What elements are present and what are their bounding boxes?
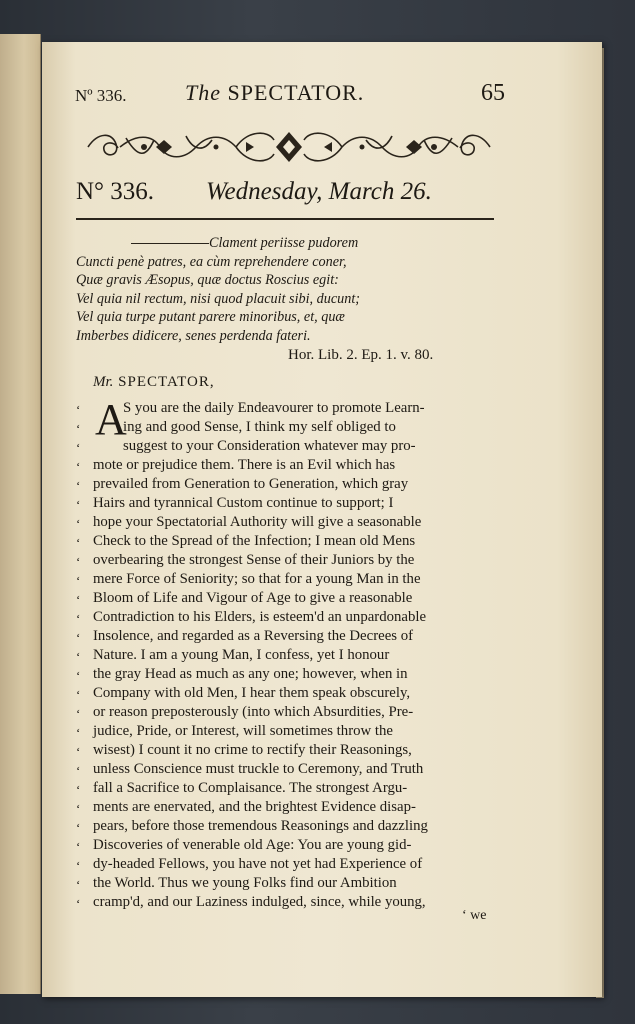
- quote-mark: ‘: [76, 554, 81, 569]
- body-line: [76, 533, 506, 552]
- body-line: [76, 552, 506, 571]
- body-line: [76, 419, 506, 438]
- body-line-text: fall a Sacrifice to Complaisance. The strongest Argu-: [93, 780, 408, 796]
- body-line: [76, 856, 506, 875]
- quote-mark: ‘: [76, 706, 81, 721]
- issue-number: N° 336.: [76, 178, 155, 205]
- body-line-text: mote or prejudice them. There is an Evil which has: [93, 457, 396, 473]
- body-line-text: wisest) I count it no crime to rectify their Reasonings,: [93, 742, 412, 758]
- body-line-text: judice, Pride, or Interest, will sometimes throw the: [93, 723, 393, 739]
- motto-line: Clament periisse pudorem: [76, 234, 506, 253]
- body-line-text: Discoveries of venerable old Age: You are young gid-: [93, 837, 412, 853]
- body-line: [76, 571, 506, 590]
- body-line: [76, 818, 506, 837]
- body-line-text: dy-headed Fellows, you have not yet had Experience of: [93, 856, 423, 872]
- salutation: [93, 374, 215, 391]
- body-line: [76, 875, 506, 894]
- body-line: [76, 476, 506, 495]
- quote-mark: ‘: [76, 877, 81, 892]
- body-line: [76, 704, 506, 723]
- body-line-text: Check to the Spread of the Infection; I mean old Mens: [93, 533, 416, 549]
- quote-mark: ‘: [76, 478, 81, 493]
- quote-mark: ‘: [76, 782, 81, 797]
- running-head-title: [185, 80, 364, 106]
- body-line: [76, 780, 506, 799]
- body-line: [76, 647, 506, 666]
- drop-cap: A: [95, 395, 127, 444]
- quote-mark: ‘: [76, 592, 81, 607]
- quote-mark: ‘: [76, 611, 81, 626]
- quote-mark: ‘: [76, 402, 81, 417]
- quote-mark: ‘: [76, 668, 81, 683]
- salutation-prefix: Mr.: [93, 374, 114, 390]
- body-line-text: Bloom of Life and Vigour of Age to give a reasonable: [93, 590, 413, 606]
- body-line: [76, 628, 506, 647]
- body-line: [76, 761, 506, 780]
- body-line-text: Contradiction to his Elders, is esteem'd an unpardonable: [93, 609, 427, 625]
- body-line-text: ing and good Sense, I think my self obliged to: [123, 419, 396, 435]
- body-line-text: cramp'd, and our Laziness indulged, since, while young,: [93, 894, 426, 910]
- running-head: [75, 80, 505, 114]
- body-line: [76, 609, 506, 628]
- body-line: [76, 723, 506, 742]
- decorative-headpiece-icon: [86, 128, 492, 166]
- quote-mark: ‘: [76, 725, 81, 740]
- body-line-text: or reason preposterously (into which Absurdities, Pre-: [93, 704, 414, 720]
- body-line: [76, 514, 506, 533]
- body-line-text: S you are the daily Endeavourer to promote Learn-: [123, 400, 425, 416]
- quote-mark: ‘: [76, 497, 81, 512]
- issue-date: Wednesday, March 26.: [206, 178, 432, 205]
- body-line-text: the World. Thus we young Folks find our Ambition: [93, 875, 397, 891]
- quote-mark: ‘: [76, 820, 81, 835]
- body-line-text: suggest to your Consideration whatever may pro-: [123, 438, 416, 454]
- body-line: [76, 495, 506, 514]
- latin-motto: [76, 234, 506, 345]
- body-line-text: the gray Head as much as any one; however, when in: [93, 666, 408, 682]
- motto-line: Imberbes didicere, senes perdenda fateri.: [76, 327, 311, 344]
- issue-heading: [76, 178, 506, 218]
- body-line-text: Nature. I am a young Man, I confess, yet I honour: [93, 647, 390, 663]
- body-line: [76, 837, 506, 856]
- body-line: [76, 799, 506, 818]
- salutation-name: SPECTATOR,: [118, 374, 215, 390]
- body-line: [76, 457, 506, 476]
- body-line: [76, 685, 506, 704]
- facing-page-edge: [0, 34, 41, 994]
- motto-line: Vel quia turpe putant parere minoribus, et, quæ: [76, 309, 345, 325]
- body-line: [76, 438, 506, 457]
- body-line-text: unless Conscience must truckle to Ceremony, and Truth: [93, 761, 424, 777]
- body-line-text: hope your Spectatorial Authority will give a seasonable: [93, 514, 422, 530]
- quote-mark: ‘: [76, 839, 81, 854]
- quote-mark: ‘: [76, 630, 81, 645]
- body-line-text: ments are enervated, and the brightest Evidence disap-: [93, 799, 416, 815]
- quote-mark: ‘: [76, 573, 81, 588]
- quote-mark: ‘: [76, 440, 81, 455]
- quote-mark: ‘: [76, 687, 81, 702]
- body-line: [76, 400, 506, 419]
- body-line: [76, 590, 506, 609]
- quote-mark: ‘: [76, 744, 81, 759]
- body-line-text: Company with old Men, I hear them speak obscurely,: [93, 685, 411, 701]
- heading-rule: [76, 218, 494, 220]
- quote-mark: ‘: [76, 516, 81, 531]
- body-line: [76, 666, 506, 685]
- quote-mark: ‘: [76, 421, 81, 436]
- body-line-text: overbearing the strongest Sense of their Juniors by the: [93, 552, 415, 568]
- quote-mark: ‘: [76, 801, 81, 816]
- running-head-spectator: SPECTATOR.: [227, 80, 365, 105]
- body-line: [76, 894, 506, 913]
- quote-mark: ‘: [76, 763, 81, 778]
- catchword: ‘ we: [462, 908, 487, 923]
- motto-line: Quæ gravis Æsopus, quæ doctus Roscius egit:: [76, 272, 339, 288]
- motto-line: Vel quia nil rectum, nisi quod placuit sibi, ducunt;: [76, 290, 360, 307]
- running-head-number: Nº 336.: [75, 86, 127, 105]
- body-line-text: mere Force of Seniority; so that for a young Man in the: [93, 571, 421, 587]
- body-line-text: prevailed from Generation to Generation, which gray: [93, 476, 409, 492]
- quote-mark: ‘: [76, 649, 81, 664]
- motto-citation: Hor. Lib. 2. Ep. 1. v. 80.: [288, 347, 434, 363]
- quote-mark: ‘: [76, 535, 81, 550]
- running-head-the: The: [185, 80, 221, 105]
- page-number: 65: [481, 80, 505, 106]
- body-line-text: Insolence, and regarded as a Reversing the Decrees of: [93, 628, 414, 644]
- body-line-text: Hairs and tyrannical Custom continue to support; I: [93, 495, 394, 511]
- letter-body: [76, 395, 506, 913]
- quote-mark: ‘: [76, 896, 81, 911]
- quote-mark: ‘: [76, 858, 81, 873]
- motto-dash: [131, 243, 209, 244]
- motto-line: Cuncti penè patres, ea cùm reprehendere coner,: [76, 253, 347, 270]
- body-line-text: pears, before those tremendous Reasonings and dazzling: [93, 818, 428, 834]
- body-line: [76, 742, 506, 761]
- quote-mark: ‘: [76, 459, 81, 474]
